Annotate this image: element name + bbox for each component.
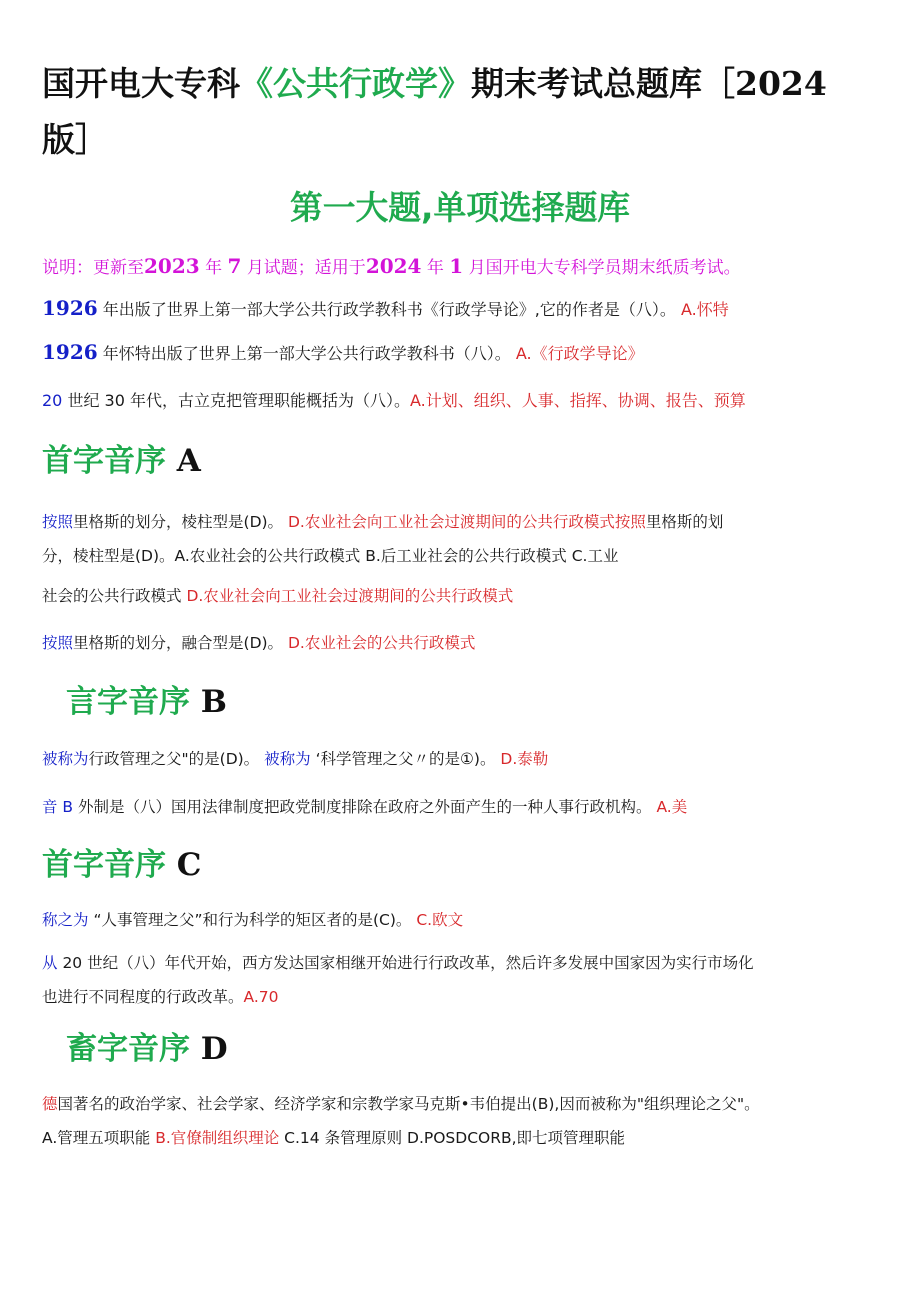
title-course-name: 《公共行政学》 — [240, 64, 471, 103]
question-item-cont: 社会的公共行政模式 D.农业社会向工业社会过渡期间的公共行政模式 — [42, 587, 514, 605]
chapter-heading: 第一大题,单项选择题库 — [289, 189, 631, 227]
question-item: 20 世纪 30 年代，古立克把管理职能概括为（八）。A.计划、组织、人事、指挥、协调、报告、预算 — [42, 391, 746, 410]
question-item: 德国著名的政治学家、社会学家、经济学家和宗教学家马克斯•韦伯提出(B),因而被称为"组织理论之父"。 — [42, 1095, 760, 1113]
question-item: 1926 年出版了世界上第一部大学公共行政学教科书《行政学导论》,它的作者是（八）。 A.怀特 — [42, 296, 729, 320]
question-item-cont: 分，棱柱型是(D)。A.农业社会的公共行政模式 B.后工业社会的公共行政模式 C.工业 — [42, 547, 619, 565]
answer: A.70 — [243, 988, 279, 1006]
question-item-cont: 也进行不同程度的行政改革。A.70 — [42, 988, 279, 1006]
answer: D.农业社会向工业社会过渡期间的公共行政模式 — [186, 587, 514, 605]
question-item-cont: A.管理五项职能 B.官僚制组织理论 C.14 条管理原则 D.POSDCORB,即七项管理职能 — [42, 1129, 626, 1147]
title-middle: 期末考试总题库［ — [471, 64, 735, 103]
answer: A.《行政学导论》 — [515, 344, 644, 363]
question-item: 被称为行政管理之父"的是(D)。 被称为 ‘科学管理之父〃的是①)。 D.泰勒 — [42, 750, 549, 768]
question-item: 音 B 外制是（八）国用法律制度把政党制度排除在政府之外面产生的一种人事行政机构。 A.美 — [42, 798, 688, 816]
answer: A.计划、组织、人事、指挥、协调、报告、预算 — [409, 391, 746, 410]
section-heading-c: 首字音序 C — [42, 847, 202, 883]
answer: C.欧文 — [416, 911, 464, 929]
document-title — [42, 56, 872, 168]
answer: D.农业社会的公共行政模式 — [287, 634, 476, 652]
section-heading-b: 言字音序 B — [66, 684, 227, 720]
section-heading-d: 畜字音序 D — [66, 1031, 228, 1067]
question-item: 从 20 世纪（八）年代开始，西方发达国家相继开始进行行政改革，然后许多发展中国家因为实行市场化 — [42, 954, 754, 972]
section-heading-a: 首字音序 A — [42, 443, 201, 479]
answer: B.官僚制组织理论 — [155, 1129, 280, 1147]
title-year: 2024 — [735, 64, 827, 103]
answer: D.农业社会向工业社会过渡期间的公共行政模式按照 — [287, 513, 646, 531]
title-prefix: 国开电大专科 — [42, 64, 240, 103]
question-item: 1926 年怀特出版了世界上第一部大学公共行政学教科书（八）。 A.《行政学导论》 — [42, 340, 644, 364]
answer: D.泰勒 — [500, 750, 549, 768]
title-suffix: 版］ — [42, 120, 108, 159]
question-item: 按照里格斯的划分，棱柱型是(D)。 D.农业社会向工业社会过渡期间的公共行政模式按照里格斯的划 — [42, 513, 724, 531]
question-item: 按照里格斯的划分，融合型是(D)。 D.农业社会的公共行政模式 — [42, 634, 476, 652]
question-item: 称之为 “人事管理之父”和行为科学的矩区者的是(C)。 C.欧文 — [42, 911, 464, 929]
answer: A.美 — [656, 798, 688, 816]
update-note: 说明：更新至2023 年 7 月试题；适用于2024 年 1 月国开电大专科学员期末纸质考试。 — [42, 254, 741, 278]
answer: A.怀特 — [680, 300, 729, 319]
